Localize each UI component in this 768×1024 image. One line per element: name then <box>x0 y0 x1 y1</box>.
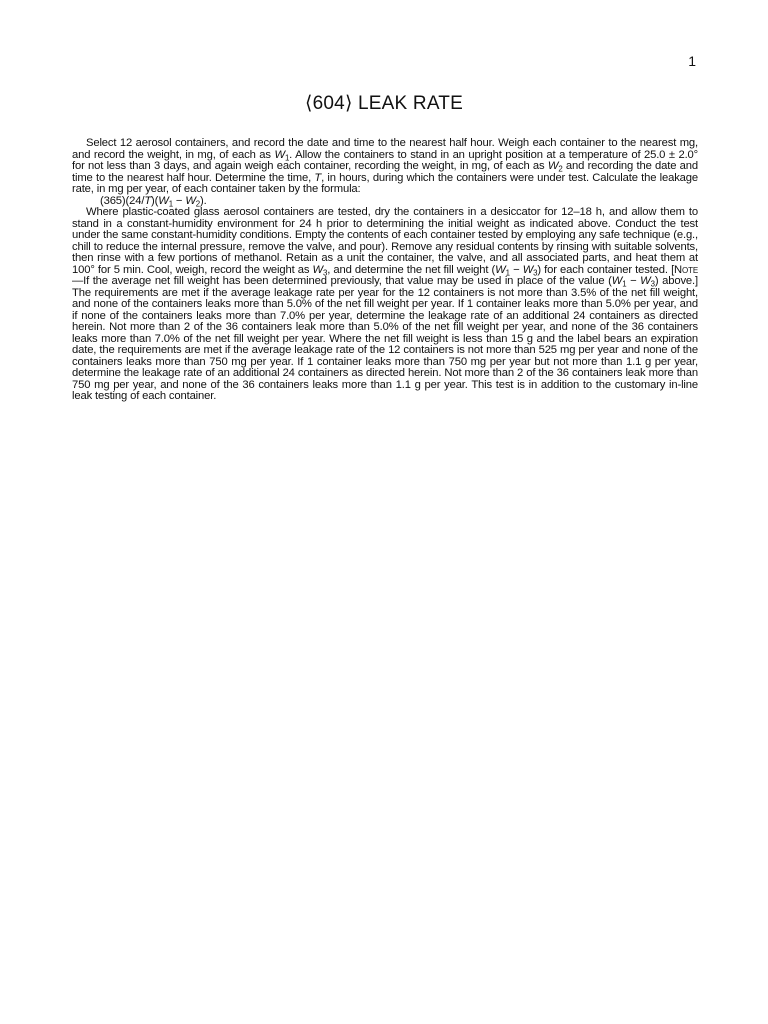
subscript: 1 <box>168 198 173 208</box>
page-title: ⟨604⟩ LEAK RATE <box>305 93 463 114</box>
text-run: . Allow the containers to stand in an upright position at a temperature of 25.0 ± 2.0° for not less than 3 days, and again weigh each container, recording the weight, in mg, of each as <box>72 148 698 172</box>
variable-w: W <box>185 194 196 207</box>
text-run: , and determine the net fill weight ( <box>327 263 496 276</box>
text-run: and recording the date and time to the nearest half hour. Determine the time, <box>72 160 698 184</box>
subscript: 2 <box>558 164 563 174</box>
variable-w: W <box>495 263 506 276</box>
subscript: 3 <box>323 267 328 277</box>
variable-t: T <box>144 194 152 207</box>
variable-w: W <box>312 263 323 276</box>
variable-w: W <box>522 263 534 276</box>
text-run: )( <box>151 194 159 207</box>
text-run: , in hours, during which the containers were under test. Calculate the leakage rate, in mg per year, of each container taken by the formula: <box>72 171 698 195</box>
paragraph-plastic-coated <box>72 207 698 403</box>
variable-w: W <box>547 160 559 172</box>
note-label: Note <box>674 263 699 276</box>
variable-w: W <box>274 148 285 161</box>
text-run: ) for each container tested. [ <box>537 263 675 276</box>
variable-w: W <box>158 194 169 207</box>
variable-w: W <box>640 275 651 287</box>
text-run: − <box>509 263 523 276</box>
paragraph-procedure <box>72 138 698 196</box>
text-run: Select 12 aerosol containers, and record the date and time to the nearest half hour. Weigh each container to the nearest mg, and record the weight, in mg, of each as <box>72 137 698 161</box>
document-body <box>72 138 698 403</box>
subscript: 3 <box>650 279 655 289</box>
text-run: (365)(24/ <box>100 194 145 207</box>
text-run: ) above.] The requirements are met if the average leakage rate per year for the 12 containers is not more than 3.5% of the net fill weight, and none of the containers leaks more than 5.0% of the net fill weight per year. If 1 container leaks more than 5.0% per year, and if none of the containers leaks more than 7.0% per year, determine the leakage rate of an additional 24 containers as directed herein. Not more than 2 of the 36 containers leak more than 5.0% of the net fill weight per year, and none of the 36 containers leaks more than 7.0% of the net fill weight per year. Where the net fill weight is less than 15 g and the label bears an expiration date, the requirements are met if the average leakage rate of the 12 containers is not more than 525 mg per year and none of the containers leaks more than 750 mg per year. If 1 container leaks more than 750 mg per year but not more than 1.1 g per year, determine the leakage rate of an additional 24 containers as directed herein. Not more than 2 of the 36 containers leak more than 750 mg per year, and none of the 36 containers leaks more than 1.1 g per year. This test is in addition to the customary in-line leak testing of each container. <box>72 275 698 402</box>
variable-w: W <box>611 275 623 287</box>
text-run: Where plastic-coated glass aerosol containers are tested, dry the containers in a desiccator for 12–18 h, and allow them to stand in a constant-humidity environment for 24 h prior to determining the initial weight as indicated above. Conduct the test under the same constant-humidity conditions. Empty the contents of each container tested by employing any safe technique (e.g., chill to reduce the internal pressure, remove the valve, and pour). Remove any residual contents by rinsing with suitable solvents, then rinse with a few portions of methanol. Retain as a unit the container, the valve, and all associated parts, and heat them at 100° for 5 min. Cool, weigh, record the weight as <box>72 206 698 276</box>
text-run: ). <box>200 194 207 207</box>
page-number: 1 <box>688 53 696 69</box>
subscript: 2 <box>195 198 201 208</box>
subscript: 1 <box>505 267 510 277</box>
variable-t: T <box>314 171 322 184</box>
text-run: —If the average net fill weight has been determined previously, that value may be used in place of the value ( <box>72 275 612 287</box>
subscript: 1 <box>622 279 627 289</box>
text-run: − <box>172 194 186 207</box>
subscript: 1 <box>284 152 290 162</box>
text-run: − <box>626 275 641 287</box>
subscript: 3 <box>533 267 538 277</box>
